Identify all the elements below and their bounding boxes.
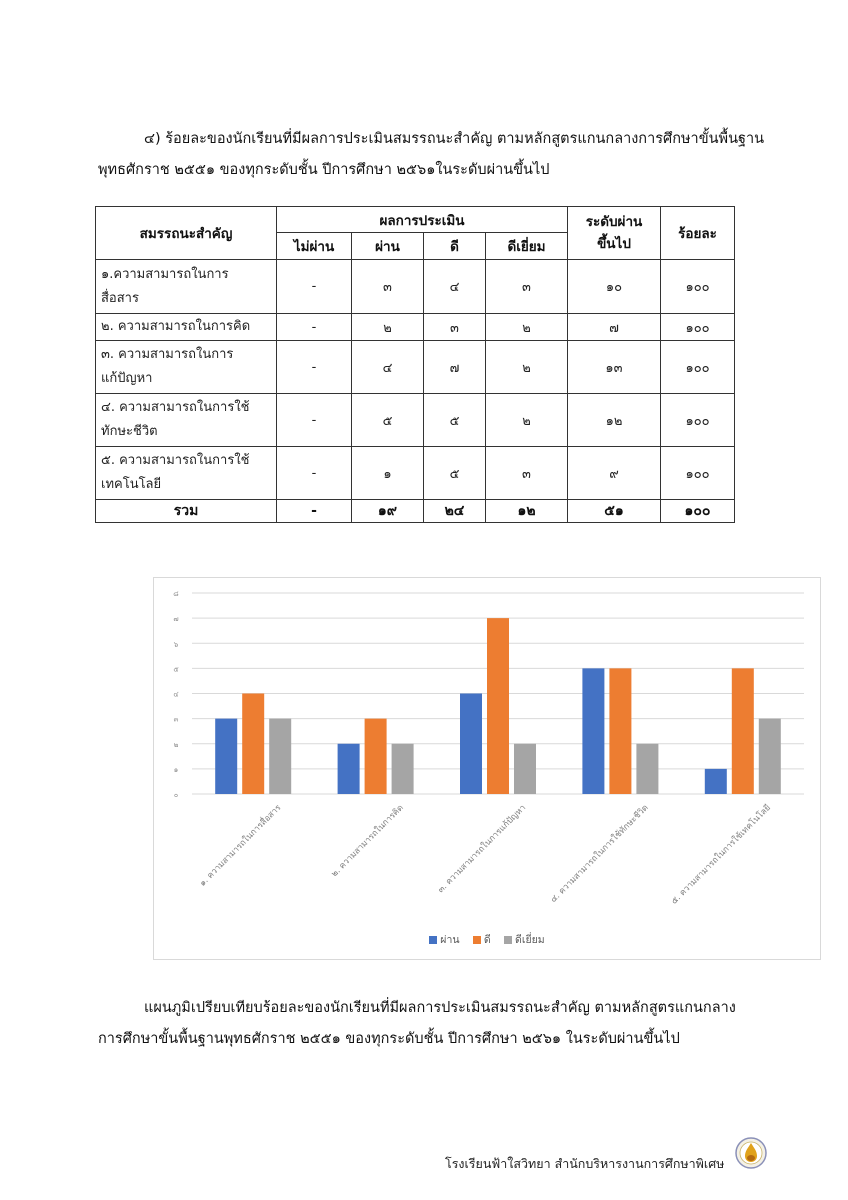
legend-swatch bbox=[473, 936, 481, 944]
bar bbox=[514, 744, 536, 794]
school-seal-logo bbox=[735, 1137, 767, 1169]
row-name-line2: เทคโนโลยี bbox=[101, 477, 162, 492]
cell-excellent: ๒ bbox=[486, 341, 568, 394]
row-name-line1: ๔. ความสามารถในการใช้ bbox=[101, 400, 250, 415]
y-tick-label: ๘ bbox=[173, 590, 179, 598]
chart-caption bbox=[98, 993, 768, 1055]
bar bbox=[705, 769, 727, 794]
bar bbox=[487, 618, 509, 794]
header-percent: ร้อยละ bbox=[661, 207, 735, 260]
intro-paragraph bbox=[98, 124, 768, 186]
header-pass-up bbox=[568, 207, 661, 260]
table-total-row bbox=[96, 500, 735, 523]
header-evaluation: ผลการประเมิน bbox=[277, 207, 568, 233]
y-tick-label: ๗ bbox=[173, 615, 179, 624]
cell-percent: ๑๐๐ bbox=[661, 394, 735, 447]
row-name-line2: สื่อสาร bbox=[101, 290, 139, 306]
legend-label: ผ่าน bbox=[440, 934, 460, 946]
cell-pass: ๓ bbox=[352, 260, 424, 314]
cell-pass-up: ๙ bbox=[568, 447, 661, 500]
y-tick-label: ๐ bbox=[173, 791, 179, 799]
bar bbox=[365, 719, 387, 794]
cell-good: ๔ bbox=[424, 260, 486, 314]
cell-pass-up: ๗ bbox=[568, 314, 661, 341]
total-label: รวม bbox=[96, 500, 277, 523]
bar bbox=[732, 668, 754, 794]
y-tick-label: ๑ bbox=[173, 765, 179, 774]
cell-pass: ๕ bbox=[352, 394, 424, 447]
total-good: ๒๔ bbox=[424, 500, 486, 523]
header-fail: ไม่ผ่าน bbox=[277, 233, 352, 260]
cell-percent: ๑๐๐ bbox=[661, 260, 735, 314]
header-good: ดี bbox=[424, 233, 486, 260]
cell-excellent: ๒ bbox=[486, 314, 568, 341]
total-excellent: ๑๒ bbox=[486, 500, 568, 523]
row-name bbox=[96, 447, 277, 500]
chart-plot bbox=[154, 578, 820, 959]
caption-line-1: แผนภูมิเปรียบเทียบร้อยละของนักเรียนที่มีผลการประเมินสมรรถนะสำคัญ ตามหลักสูตรแกนกลาง bbox=[144, 1000, 736, 1016]
total-percent: ๑๐๐ bbox=[661, 500, 735, 523]
total-pass: ๑๙ bbox=[352, 500, 424, 523]
cell-pass: ๔ bbox=[352, 341, 424, 394]
cell-percent: ๑๐๐ bbox=[661, 314, 735, 341]
legend-item-good bbox=[473, 931, 491, 948]
row-name-line1: ๓. ความสามารถในการ bbox=[101, 347, 234, 362]
table-row bbox=[96, 394, 735, 447]
x-category-label: ๔. ความสามารถในการใช้ทักษะชีวิต bbox=[548, 803, 651, 905]
table-row bbox=[96, 314, 735, 341]
bar bbox=[636, 744, 658, 794]
legend-item-excellent bbox=[504, 931, 545, 948]
cell-pass: ๒ bbox=[352, 314, 424, 341]
header-pass-up-line2: ขึ้นไป bbox=[597, 236, 631, 252]
table-row bbox=[96, 341, 735, 394]
legend-label: ดี bbox=[483, 934, 491, 946]
cell-pass: ๑ bbox=[352, 447, 424, 500]
row-name bbox=[96, 341, 277, 394]
row-name bbox=[96, 260, 277, 314]
bar bbox=[609, 668, 631, 794]
cell-excellent: ๒ bbox=[486, 394, 568, 447]
y-tick-label: ๕ bbox=[173, 665, 179, 674]
footer-text: โรงเรียนฟ้าใสวิทยา สำนักบริหารงานการศึกษาพิเศษ bbox=[445, 1156, 725, 1171]
table-row bbox=[96, 260, 735, 314]
y-tick-label: ๔ bbox=[173, 690, 179, 699]
row-name-line2: แก้ปัญหา bbox=[101, 371, 153, 386]
bar bbox=[215, 719, 237, 794]
cell-fail: - bbox=[277, 447, 352, 500]
total-pass-up: ๕๑ bbox=[568, 500, 661, 523]
cell-pass-up: ๑๒ bbox=[568, 394, 661, 447]
row-name: ๒. ความสามารถในการคิด bbox=[96, 314, 277, 341]
cell-excellent: ๓ bbox=[486, 260, 568, 314]
cell-percent: ๑๐๐ bbox=[661, 341, 735, 394]
bar bbox=[338, 744, 360, 794]
cell-pass-up: ๑๐ bbox=[568, 260, 661, 314]
cell-percent: ๑๐๐ bbox=[661, 447, 735, 500]
legend-label: ดีเยี่ยม bbox=[515, 934, 545, 946]
x-category-label: ๑. ความสามารถในการสื่อสาร bbox=[197, 803, 284, 889]
row-name bbox=[96, 394, 277, 447]
cell-good: ๕ bbox=[424, 394, 486, 447]
legend-item-pass bbox=[429, 931, 459, 948]
cell-good: ๕ bbox=[424, 447, 486, 500]
cell-fail: - bbox=[277, 394, 352, 447]
bar bbox=[269, 719, 291, 794]
x-category-label: ๒. ความสามารถในการคิด bbox=[329, 803, 406, 880]
row-name-line1: ๑.ความสามารถในการ bbox=[101, 266, 229, 282]
legend-swatch bbox=[504, 936, 512, 944]
x-category-label: ๕. ความสามารถในการใช้เทคโนโลยี bbox=[669, 803, 773, 907]
cell-good: ๗ bbox=[424, 341, 486, 394]
row-name-line1: ๕. ความสามารถในการใช้ bbox=[101, 453, 250, 468]
cell-fail: - bbox=[277, 260, 352, 314]
header-pass-up-line1: ระดับผ่าน bbox=[585, 214, 643, 230]
table-row bbox=[96, 447, 735, 500]
cell-fail: - bbox=[277, 314, 352, 341]
bar bbox=[460, 694, 482, 795]
x-category-label: ๓. ความสามารถในการแก้ปัญหา bbox=[436, 803, 529, 896]
intro-line-1: ๔) ร้อยละของนักเรียนที่มีผลการประเมินสมรรถนะสำคัญ ตามหลักสูตรแกนกลางการศึกษาขั้นพื้นฐาน bbox=[144, 131, 765, 147]
bar bbox=[582, 668, 604, 794]
cell-excellent: ๓ bbox=[486, 447, 568, 500]
cell-good: ๓ bbox=[424, 314, 486, 341]
header-excellent: ดีเยี่ยม bbox=[486, 233, 568, 260]
legend-swatch bbox=[429, 936, 437, 944]
bar bbox=[759, 719, 781, 794]
row-name-line2: ทักษะชีวิต bbox=[101, 424, 158, 439]
bar bbox=[242, 694, 264, 795]
total-fail: - bbox=[277, 500, 352, 523]
cell-pass-up: ๑๓ bbox=[568, 341, 661, 394]
y-tick-label: ๒ bbox=[173, 740, 179, 749]
y-tick-label: ๖ bbox=[173, 640, 179, 649]
header-pass: ผ่าน bbox=[352, 233, 424, 260]
chart-legend bbox=[154, 931, 820, 948]
bar bbox=[392, 744, 414, 794]
y-tick-label: ๓ bbox=[173, 715, 179, 724]
cell-fail: - bbox=[277, 341, 352, 394]
bar-chart bbox=[153, 577, 821, 960]
caption-line-2: การศึกษาขั้นพื้นฐานพุทธศักราช ๒๕๕๑ ของทุกระดับชั้น ปีการศึกษา ๒๕๖๑ ในระดับผ่านขึ้นไป bbox=[98, 1031, 680, 1047]
header-competency: สมรรถนะสำคัญ bbox=[96, 207, 277, 260]
competency-table bbox=[95, 206, 735, 523]
intro-line-2: พุทธศักราช ๒๕๕๑ ของทุกระดับชั้น ปีการศึกษา ๒๕๖๑ในระดับผ่านขึ้นไป bbox=[98, 162, 550, 178]
